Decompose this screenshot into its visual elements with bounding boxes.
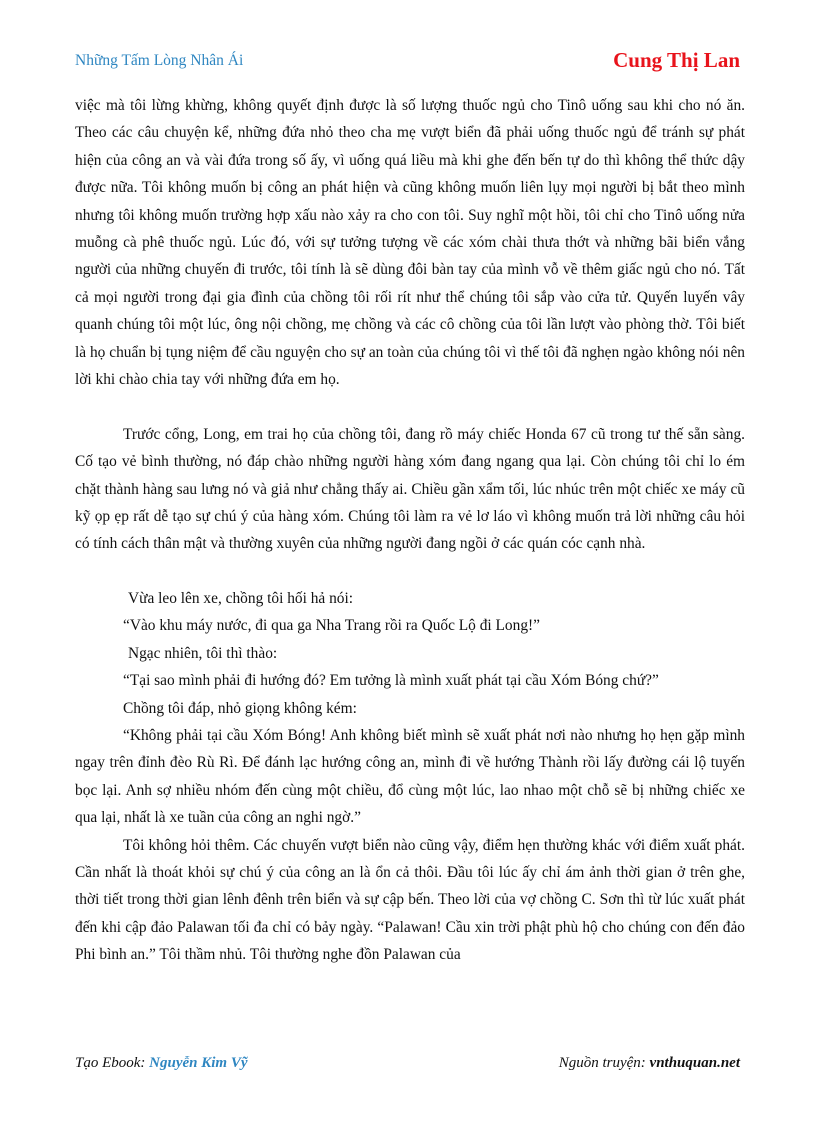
source-separator: :	[640, 1055, 650, 1071]
source-credit	[559, 1055, 740, 1072]
ebook-credit	[75, 1055, 248, 1072]
ebook-label: Tạo Ebook	[75, 1055, 141, 1071]
document-body	[75, 92, 745, 969]
dialogue-line-5: Chồng tôi đáp, nhỏ giọng không kém:	[123, 699, 357, 717]
source-label: Nguồn truyện	[558, 1055, 641, 1071]
ebook-creator-name: Nguyễn Kim Vỹ	[149, 1055, 248, 1071]
book-title: Những Tấm Lòng Nhân Ái	[75, 52, 244, 69]
dialogue-line-4: “Tại sao mình phải đi hướng đó? Em tưởng là mình xuất phát tại cầu Xóm Bóng chứ?”	[123, 672, 659, 690]
dialogue-line-3: Ngạc nhiên, tôi thì thào:	[128, 644, 278, 662]
ebook-separator: :	[140, 1055, 150, 1071]
paragraph-4: Tôi không hỏi thêm. Các chuyến vượt biển nào cũng vậy, điểm hẹn thường khác với điểm xuất phát. Cần nhất là thoát khỏi sự chú ý của công an là ổn cả thôi. Đầu tôi lúc ấy chỉ ám ảnh thời gian ở trên ghe, thời tiết trong thời gian lênh đênh trên biển và sự cập bến. Theo lời của vợ chồng C. Sơn thì từ lúc xuất phát đến khi cập đảo Palawan tối đa chỉ có bảy ngày. “Palawan! Cầu xin trời phật phù hộ cho chúng con đến đảo Phi bình an.” Tôi thầm nhủ. Tôi thường nghe đồn Palawan của	[75, 836, 745, 964]
paragraph-1: việc mà tôi lừng khừng, không quyết định được là số lượng thuốc ngủ cho Tinô uống sau khi cho nó ăn. Theo các câu chuyện kể, những đứa nhỏ theo cha mẹ vượt biển đã phải uống thuốc ngủ để tránh sự phát hiện của công an và vài đứa trong số ấy, vì uống quá liều mà khi ghe đến bến tự do thì không thể thức dậy được nữa. Tôi không muốn bị công an phát hiện và cũng không muốn liên lụy mọi người bị bắt theo mình nhưng tôi không muốn trường hợp xấu nào xảy ra cho con tôi. Suy nghĩ một hồi, tôi chỉ cho Tinô uống nửa muỗng cà phê thuốc ngủ. Lúc đó, với sự tưởng tượng về các xóm chài thưa thớt và những bãi biển vắng người của những chuyến đi trước, tôi tính là sẽ dùng đôi bàn tay của mình vỗ về thêm giấc ngủ cho nó. Tất cả mọi người trong đại gia đình của chồng tôi rối rít như thể chúng tôi sắp vào cửa tử. Quyến luyến vây quanh chúng tôi một lúc, ông nội chồng, mẹ chồng và các cô chồng của tôi lần lượt vào phòng thờ. Tôi biết là họ chuẩn bị tụng niệm để cầu nguyện cho sự an toàn của chúng tôi vì thế tôi đã nghẹn ngào không nói nên lời khi chào chia tay với những đứa em họ.	[75, 97, 745, 389]
author-name: Cung Thị Lan	[613, 48, 740, 72]
source-site: vnthuquan.net	[649, 1055, 740, 1071]
paragraph-2: Trước cổng, Long, em trai họ của chồng tôi, đang rồ máy chiếc Honda 67 cũ trong tư thế sẵn sàng. Cố tạo vẻ bình thường, nó đáp chào những người hàng xóm đang ngang qua lại. Còn chúng tôi chỉ lo ém chặt thành hàng sau lưng nó và giả như chẳng thấy ai. Chiều gần xẩm tối, lúc nhúc trên một chiếc xe máy cũ kỹ ọp ẹp rất dễ tạo sự chú ý của hàng xóm. Chúng tôi làm ra vẻ lơ láo vì không muốn trả lời những câu hỏi có tính cách thân mật và thường xuyên của những người đang ngồi ở các quán cóc cạnh nhà.	[75, 425, 745, 553]
dialogue-line-2: “Vào khu máy nước, đi qua ga Nha Trang rồi ra Quốc Lộ đi Long!”	[123, 617, 540, 635]
paragraph-3: “Không phải tại cầu Xóm Bóng! Anh không biết mình sẽ xuất phát nơi nào nhưng họ hẹn gặp mình ngay trên đỉnh đèo Rù Rì. Để đánh lạc hướng công an, mình đi về hướng Thành rồi lấy đường cái lộ tuyến bọc lại. Anh sợ nhiều nhóm đến cùng một chiều, đổ cùng một lúc, lao nhao một chỗ sẽ bị những chiếc xe qua lại, nhất là xe tuần của công an nghi ngờ.”	[75, 726, 745, 827]
dialogue-line-1: Vừa leo lên xe, chồng tôi hối hả nói:	[128, 589, 354, 607]
